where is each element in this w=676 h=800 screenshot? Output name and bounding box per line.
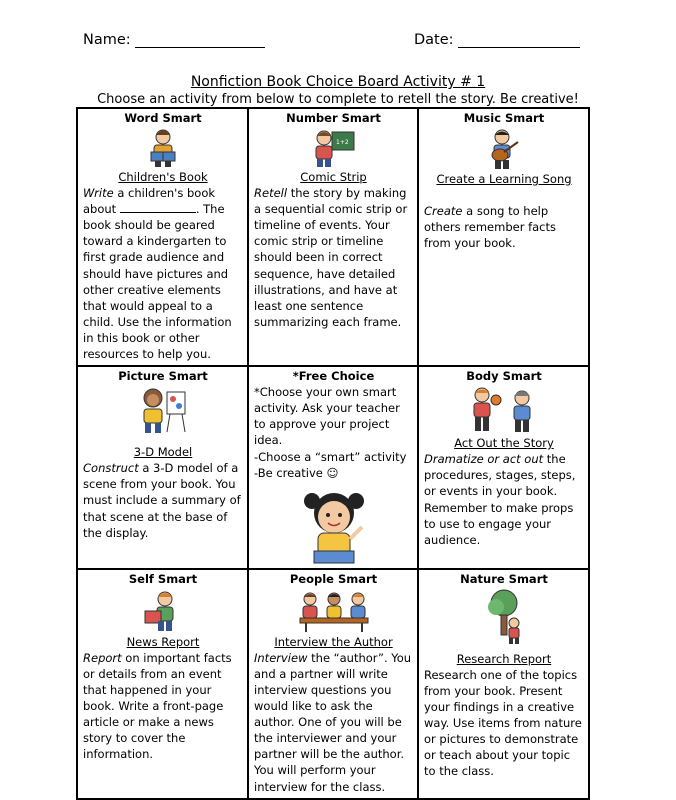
activity-description: Retell the story by making a sequential comic strip or timeline of events. Your comic strip or timeline should been in correct sequence, have detailed illustrations, and have at least one sentence summarizing each frame.	[254, 186, 408, 329]
activity-title: Comic Strip	[300, 170, 367, 184]
thinking-girl-icon	[298, 485, 370, 565]
activity-title: Children's Book	[118, 170, 208, 184]
activity-title: Interview the Author	[274, 634, 393, 649]
activity-description: Dramatize or act out the procedures, stages, steps, or events in your book. Remember to make props to use to engage your audience.	[424, 452, 576, 547]
cell-body-smart	[418, 366, 589, 569]
free-choice-line-1: *Choose your own smart activity. Ask your teacher to approve your project idea.	[254, 385, 400, 448]
cell-title: Nature Smart	[460, 571, 548, 586]
reading-kid-icon	[146, 128, 180, 168]
cell-title: Self Smart	[128, 571, 198, 586]
topic-blank	[120, 201, 196, 213]
cell-nature-smart	[418, 569, 589, 799]
cell-free-choice	[248, 366, 418, 569]
activity-description: Write a children's book about . The book should be geared toward a kindergarten to first grade audience and should have pictures and other creative elements that would appeal to a child. Use the information in this book or other resources to help you.	[83, 186, 232, 362]
cell-word-smart	[77, 108, 248, 366]
name-line[interactable]	[135, 33, 265, 48]
choice-board	[76, 107, 590, 800]
cell-number-smart	[248, 108, 418, 366]
guitar-kid-icon	[486, 128, 522, 170]
group-kids-icon	[298, 589, 370, 633]
cell-music-smart	[418, 108, 589, 366]
svg-text:1+2: 1+2	[335, 139, 349, 146]
activity-description: Construct a 3-D model of a scene from your book. You must include a summary of that scene at the base of the display.	[83, 461, 241, 540]
activity-title: 3-D Model	[133, 445, 193, 460]
cell-title: Word Smart	[124, 111, 202, 125]
date-label: Date:	[414, 32, 454, 48]
page-title: Nonfiction Book Choice Board Activity # 1	[190, 74, 486, 90]
activity-title: Create a Learning Song	[436, 172, 572, 186]
cell-people-smart	[248, 569, 418, 799]
active-kids-icon	[464, 386, 544, 434]
cell-self-smart	[77, 569, 248, 799]
name-label: Name:	[83, 32, 131, 48]
cell-title: Picture Smart	[118, 369, 208, 384]
page-subtitle: Choose an activity from below to complete to retell the story. Be creative!	[97, 92, 579, 107]
activity-title: News Report	[126, 634, 200, 649]
date-field[interactable]	[414, 32, 580, 48]
cell-title: People Smart	[289, 571, 378, 586]
date-line[interactable]	[458, 33, 580, 48]
cell-title: Body Smart	[466, 369, 542, 384]
chalkboard-kid-icon	[312, 128, 356, 168]
activity-title: Research Report	[456, 651, 552, 666]
activity-description: Report on important facts or details from an event that happened in your book. Write a front-page article or make a news story to cover the information.	[83, 650, 232, 762]
name-field[interactable]	[83, 32, 265, 48]
cell-title: Number Smart	[286, 111, 381, 125]
cell-picture-smart	[77, 366, 248, 569]
activity-description: Research one of the topics from your book. Present your findings in a creative way. Use items from nature or pictures to demonstrate or teach about your topic to the class.	[424, 667, 582, 779]
cell-title: *Free Choice	[292, 369, 375, 384]
cell-title: Music Smart	[463, 111, 545, 125]
free-choice-line-2: -Choose a “smart” activity	[254, 449, 407, 464]
painting-kid-icon	[137, 386, 189, 436]
activity-title: Act Out the Story	[454, 436, 554, 451]
free-choice-line-3: -Be creative ☺	[254, 465, 339, 480]
activity-description: Create a song to help others remember facts from your book.	[424, 204, 556, 251]
tree-kid-icon	[482, 589, 526, 645]
writing-kid-icon	[141, 589, 185, 633]
activity-description: Interview the “author”. You and a partner will write interview questions you would like to ask the author. One of you will be the interviewer and your partner will be the author. You will perform your interview for the class.	[254, 650, 412, 794]
